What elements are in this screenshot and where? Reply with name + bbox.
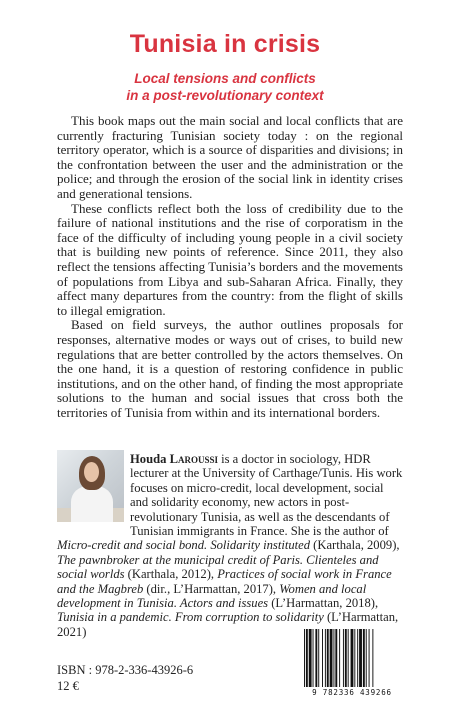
barcode-bar	[322, 629, 323, 687]
subtitle-line-1: Local tensions and conflicts	[134, 71, 316, 86]
barcode-bar	[335, 629, 337, 687]
bio-pub-3: (dir., L’Harmattan, 2017),	[143, 581, 280, 596]
bio-pub-2: (Karthala, 2012),	[124, 567, 218, 582]
barcode-bar	[363, 629, 365, 687]
barcode-bar	[372, 629, 373, 687]
author-name	[130, 452, 218, 466]
bio-work-4: Women and local development in Tunisia. Actors and issues	[57, 581, 367, 611]
summary-paragraph-3: Based on field surveys, the author outlines proposals for responses, alternative modes or ways out of crises, to build new regulations that are better controlled by the actors themselves. On the one hand, it is a question of restoring confidence in public institutions, and on the other hand, of finding the most appropriate solutions to the human and social issues that cross both the territories of Tunisia from within and its international borders.	[57, 317, 403, 420]
barcode-bar	[348, 629, 349, 687]
barcode-bar	[343, 629, 344, 687]
book-title: Tunisia in crisis	[129, 30, 321, 58]
barcode-bar	[359, 629, 362, 687]
barcode-bar	[330, 629, 333, 687]
bio-work-5: Tunisia in a pandemic. From corruption to solidarity	[57, 610, 324, 625]
summary-paragraph-2: These conflicts reflect both the loss of credibility due to the failure of national institutions and the rise of corporatism in the face of the difficulty of including young people in a civil society that is building new points of reference. Since 2011, they also reflect the tensions affecting Tunisia’s borders and the movements of populations from Libya and sub-Saharan Africa. Finally, they affect many departures from the country: from the flight of skills to illegal emigration.	[57, 200, 403, 318]
barcode-bar	[354, 629, 355, 687]
author-first-name: Houda	[130, 452, 167, 466]
barcode-bar	[345, 629, 347, 687]
summary-text	[57, 114, 403, 420]
barcode-bar	[366, 629, 367, 687]
barcode-bar	[304, 629, 305, 687]
bio-pub-5: (L’Harmattan, 2021)	[57, 610, 399, 639]
barcode-number: 9 782336 439266	[312, 688, 392, 697]
bio-work-3: Practices of social work in France and the Magbreb	[57, 567, 392, 596]
barcode-bar	[306, 629, 308, 687]
bio-pub-1: (Karthala, 2009),	[310, 538, 400, 553]
isbn-label: ISBN : 978-2-336-43926-6	[57, 663, 194, 677]
barcode-bar	[318, 629, 319, 687]
barcode-bar	[357, 629, 358, 687]
barcode-bar	[339, 629, 340, 687]
bio-work-1: Micro-credit and social bond. Solidarity instituted	[57, 538, 311, 553]
bio-work-2: The pawnbroker at the municipal credit of Paris. Clienteles and social worlds	[57, 552, 379, 582]
book-subtitle	[0, 70, 450, 104]
barcode-bar	[315, 629, 317, 687]
barcode-bars	[302, 629, 402, 687]
author-bio	[57, 452, 403, 639]
barcode-bar	[369, 629, 370, 687]
barcode-bar	[313, 629, 314, 687]
barcode-bar	[325, 629, 326, 687]
barcode-bar	[333, 629, 334, 687]
author-last-name: Laroussi	[169, 452, 218, 466]
price-label: 12 €	[57, 679, 79, 693]
barcode-bar	[351, 629, 354, 687]
photo-spacer	[57, 452, 130, 525]
barcode-bar	[327, 629, 329, 687]
subtitle-line-2: in a post-revolutionary context	[126, 88, 324, 103]
barcode-bar	[309, 629, 312, 687]
summary-paragraph-1: This book maps out the main social and local conflicts that are currently fracturing Tunisian society today : on the regional territory operator, which is a source of disparities and divisions; in the confrontation between the user and the administration or the police; and through the erosion of the social link in identity crises and generational tensions.	[57, 113, 403, 201]
bio-text-1: is a doctor in sociology, HDR lecturer at the University of Carthage/Tunis. His work focuses on micro-credit, local development, social and solidarity economy, new actors in post-revolutionary Tunisia, as well as the descendants of Tunisian immigrants in France. She is the author of	[130, 452, 403, 539]
bio-pub-4: (L’Harmattan, 2018),	[268, 596, 379, 611]
barcode	[302, 629, 402, 691]
